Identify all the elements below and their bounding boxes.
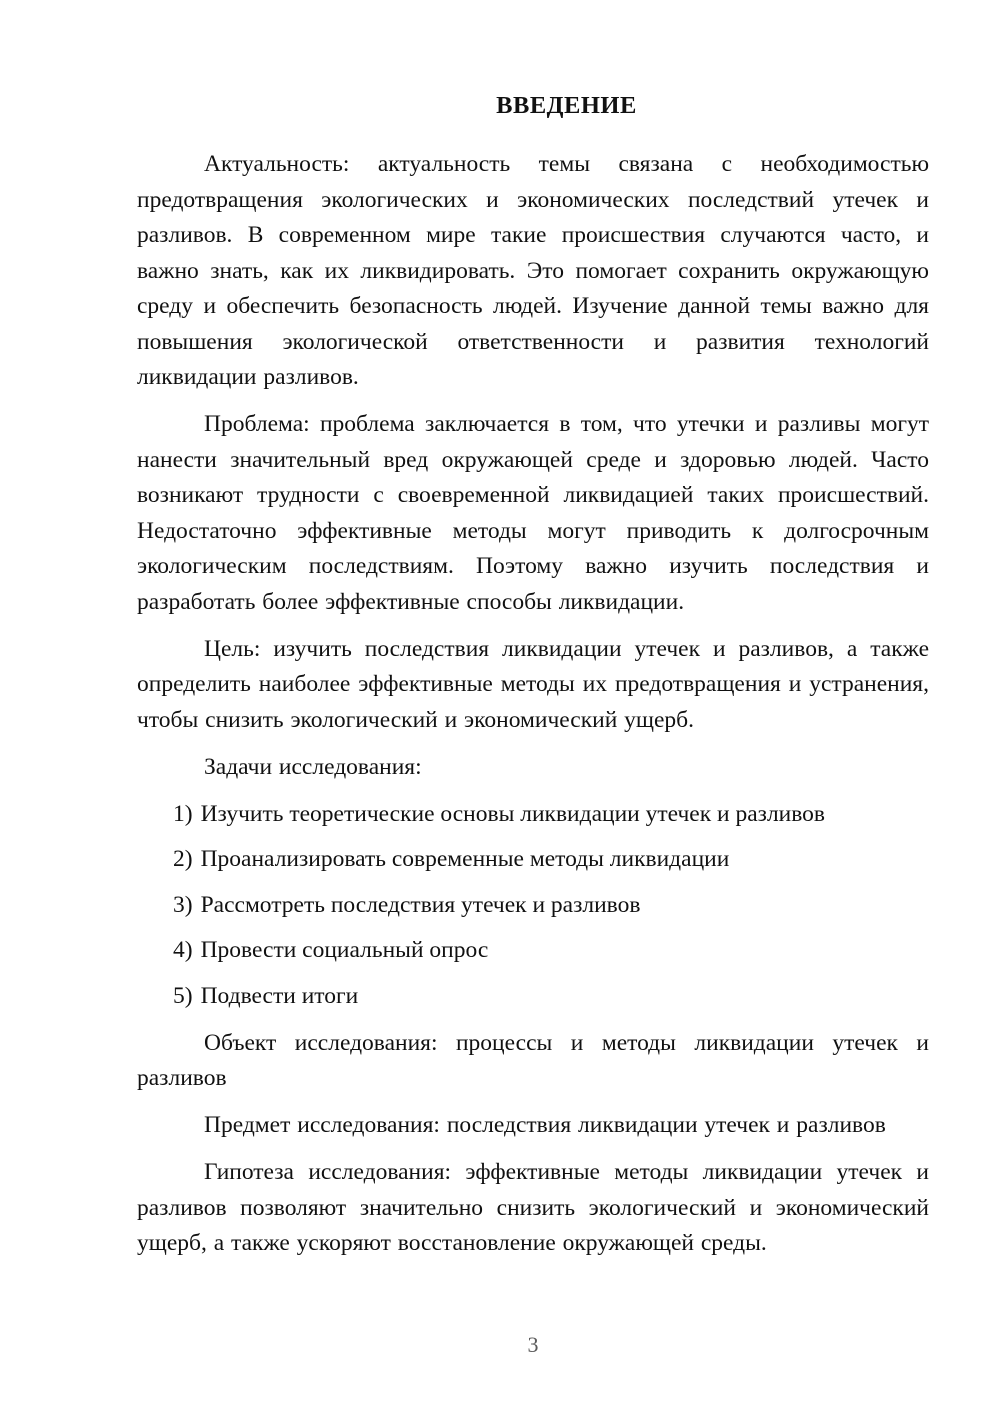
paragraph-goal: Цель: изучить последствия ликвидации утечек и разливов, а также определить наиболее эффективные методы их предотвращения и устранения, чтобы снизить экологический и экономический ущерб.: [137, 635, 929, 733]
task-text: Рассмотреть последствия утечек и разливов: [200, 891, 641, 918]
task-number: 5): [173, 982, 193, 1009]
paragraph-actuality: Актуальность: актуальность темы связана с необходимостью предотвращения экологических и экономических последствий утечек и разливов. В современном мире такие происшествия случаются часто, и важно знать, как их ликвидировать. Это помогает сохранить окружающую среду и обеспечить безопасность людей. Изучение данной темы важно для повышения экологической ответственности и развития технологий ликвидации разливов.: [137, 151, 929, 390]
paragraph-problem: Проблема: проблема заключается в том, что утечки и разливы могут нанести значительный вред окружающей среде и здоровью людей. Часто возникают трудности с своевременной ликвидацией таких происшествий. Недостаточно эффективные методы могут приводить к долгосрочным экологическим последствиям. Поэтому важно изучить последствия и разработать более эффективные способы ликвидации.: [137, 411, 929, 615]
task-item-5: [173, 979, 929, 1015]
task-number: 2): [173, 846, 193, 872]
task-item-4: [173, 933, 929, 969]
task-number: 3): [173, 891, 193, 918]
task-number: 1): [173, 800, 193, 827]
task-text: Проанализировать современные методы ликвидации: [200, 846, 730, 872]
task-item-2: [173, 842, 929, 878]
page-number: 3: [527, 1332, 539, 1357]
tasks-list: [173, 797, 929, 1015]
paragraph-object: Объект исследования: процессы и методы ликвидации утечек и разливов: [137, 1029, 929, 1091]
page-title: ВВЕДЕНИЕ: [496, 92, 637, 119]
task-item-1: [173, 797, 929, 833]
document-body: [137, 88, 929, 1273]
task-text: Изучить теоретические основы ликвидации утечек и разливов: [200, 800, 826, 827]
paragraph-hypothesis: Гипотеза исследования: эффективные методы ликвидации утечек и разливов позволяют значительно снизить экологический и экономический ущерб, а также ускоряют восстановление окружающей среды.: [137, 1159, 929, 1256]
task-text: Провести социальный опрос: [200, 937, 489, 963]
task-number: 4): [173, 937, 193, 963]
tasks-heading: Задачи исследования:: [204, 753, 422, 780]
paragraph-subject: Предмет исследования: последствия ликвидации утечек и разливов: [204, 1112, 886, 1138]
task-text: Подвести итоги: [200, 982, 359, 1009]
task-item-3: [173, 888, 929, 924]
